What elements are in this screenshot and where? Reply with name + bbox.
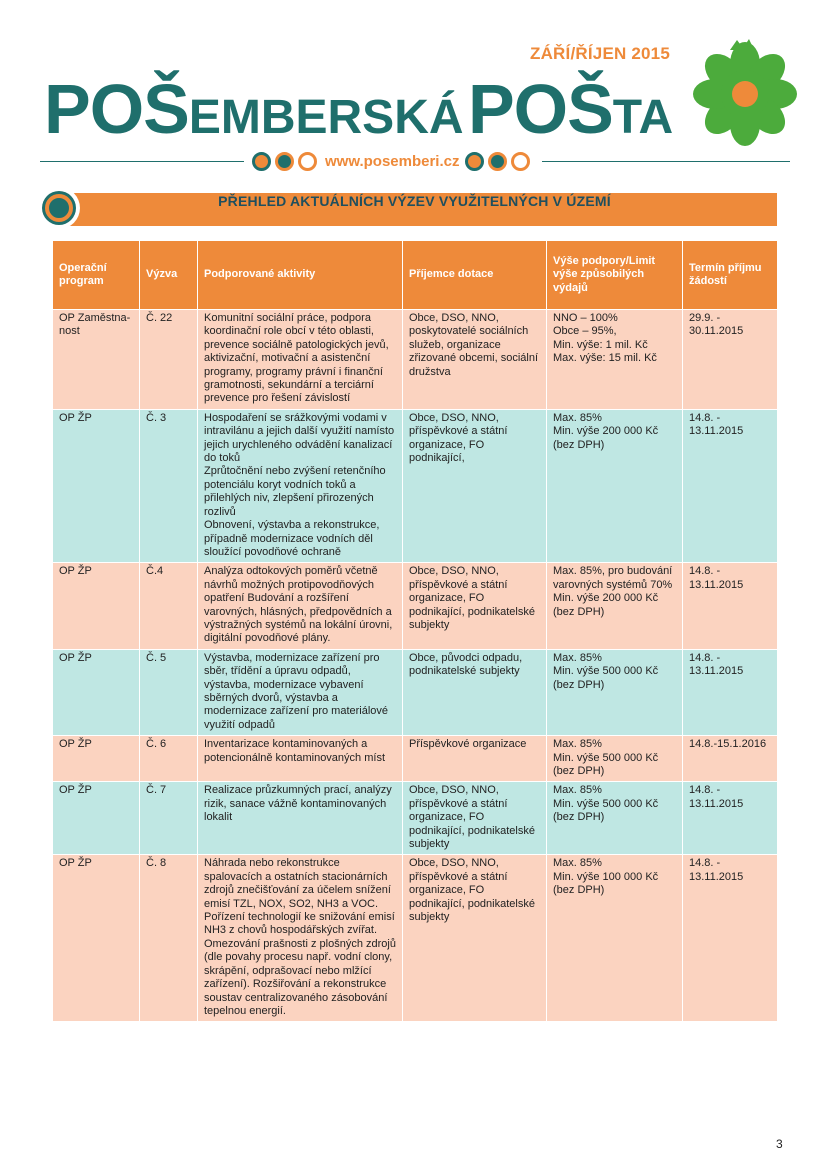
header-activities: Podporované aktivity	[198, 241, 403, 310]
cell-support: Max. 85% Min. výše 500 000 Kč (bez DPH)	[547, 649, 683, 735]
cell-recipients: Obce, DSO, NNO, příspěvkové a státní organizace, FO podnikající, podnikatelské subjekty	[403, 782, 547, 855]
cell-program: OP Zaměstna-nost	[53, 310, 140, 410]
cell-program: OP ŽP	[53, 409, 140, 562]
cell-call: Č. 5	[140, 649, 198, 735]
table-row	[53, 310, 778, 410]
cell-recipients: Obce, DSO, NNO, příspěvkové a státní organizace, FO podnikající, podnikatelské subjekty	[403, 563, 547, 649]
header-recipients: Příjemce dotace	[403, 241, 547, 310]
header-term: Termín příjmu žádostí	[683, 241, 778, 310]
masthead-part-1: POŠ	[44, 70, 189, 148]
cell-recipients: Obce, původci odpadu, podnikatelské subjekty	[403, 649, 547, 735]
cell-support: Max. 85%, pro budování varovných systémů 70% Min. výše 200 000 Kč (bez DPH)	[547, 563, 683, 649]
cell-term: 14.8. - 13.11.2015	[683, 782, 778, 855]
cell-recipients: Obce, DSO, NNO, poskytovatelé sociálních služeb, organizace zřizované obcemi, sociální družstva	[403, 310, 547, 410]
cell-recipients: Příspěvkové organizace	[403, 736, 547, 782]
cell-term: 14.8. - 13.11.2015	[683, 563, 778, 649]
decorative-dot-icon	[511, 152, 530, 171]
cell-term: 14.8. - 13.11.2015	[683, 409, 778, 562]
issue-date: ZÁŘÍ/ŘÍJEN 2015	[530, 44, 670, 63]
masthead-part-2: EMBERSKÁ	[188, 91, 464, 144]
cell-call: Č. 7	[140, 782, 198, 855]
cell-call: Č. 22	[140, 310, 198, 410]
decorative-dot-icon	[252, 152, 271, 171]
decorative-dot-icon	[298, 152, 317, 171]
decorative-dot-icon	[465, 152, 484, 171]
table-row	[53, 855, 778, 1022]
flower-logo-icon	[690, 36, 800, 146]
decorative-dot-icon	[488, 152, 507, 171]
header-call: Výzva	[140, 241, 198, 310]
page-number: 3	[776, 1137, 783, 1151]
cell-term: 14.8. - 13.11.2015	[683, 649, 778, 735]
cell-recipients: Obce, DSO, NNO, příspěvkové a státní organizace, FO podnikající, podnikatelské subjekty	[403, 855, 547, 1022]
cell-term: 14.8. - 13.11.2015	[683, 855, 778, 1022]
website-row	[244, 148, 542, 174]
header-program: Operační program	[53, 241, 140, 310]
section-title: PŘEHLED AKTUÁLNÍCH VÝZEV VYUŽITELNÝCH V ÚZEMÍ	[218, 193, 611, 209]
calls-table	[52, 240, 778, 1022]
cell-program: OP ŽP	[53, 736, 140, 782]
cell-activities: Realizace průzkumných prací, analýzy rizik, sanace vážně kontaminovaných lokalit	[198, 782, 403, 855]
cell-support: NNO – 100% Obce – 95%, Min. výše: 1 mil. Kč Max. výše: 15 mil. Kč	[547, 310, 683, 410]
cell-call: Č. 3	[140, 409, 198, 562]
cell-support: Max. 85% Min. výše 500 000 Kč (bez DPH)	[547, 736, 683, 782]
header-support: Výše podpory/Limit výše způsobilých výdajů	[547, 241, 683, 310]
masthead-title	[44, 70, 674, 148]
cell-activities: Hospodaření se srážkovými vodami v intravilánu a jejich další využití namísto jejich urychleného odvádění kanalizací do toků Zprůtočnění nebo zvýšení retenčního potenciálu koryt vodních toků a přilehlých niv, zlepšení přirozených rozlivů Obnovení, výstavba a rekonstrukce, případně modernizace vodních děl sloužící povodňové ochraně	[198, 409, 403, 562]
cell-call: Č. 8	[140, 855, 198, 1022]
masthead-part-4: TA	[612, 91, 674, 144]
table-row	[53, 736, 778, 782]
table-header-row	[53, 241, 778, 310]
cell-call: Č. 6	[140, 736, 198, 782]
cell-term: 14.8.-15.1.2016	[683, 736, 778, 782]
table-row	[53, 563, 778, 649]
website-link[interactable]: www.posemberi.cz	[325, 152, 460, 170]
cell-program: OP ŽP	[53, 855, 140, 1022]
banner-circle-icon	[38, 187, 80, 229]
cell-program: OP ŽP	[53, 782, 140, 855]
decorative-dot-icon	[275, 152, 294, 171]
cell-recipients: Obce, DSO, NNO, příspěvkové a státní organizace, FO podnikající,	[403, 409, 547, 562]
cell-activities: Komunitní sociální práce, podpora koordinační role obcí v této oblasti, prevence sociálně patologických jevů, aktivizační, motivační a asistenční programy, programy právní i finanční gramotnosti, sekundární a terciární prevence pro řešení závislostí	[198, 310, 403, 410]
section-banner	[52, 193, 777, 226]
cell-program: OP ŽP	[53, 649, 140, 735]
cell-activities: Náhrada nebo rekonstrukce spalovacích a ostatních stacionárních zdrojů znečišťování za účelem snížení emisí TZL, NOX, SO2, NH3 a VOC. Pořízení technologií ke snižování emisí NH3 z chovů hospodářských zvířat. Omezování prašnosti z plošných zdrojů (dle povahy procesu např. vodní clony, skrápění, odprašovací nebo mlžící zařízení). Rozšiřování a rekonstrukce soustav centralizovaného zásobování tepelnou energií.	[198, 855, 403, 1022]
cell-activities: Výstavba, modernizace zařízení pro sběr, třídění a úpravu odpadů, výstavba, modernizace vybavení sběrných dvorů, výstavba a modernizace zařízení pro materiálové využití odpadů	[198, 649, 403, 735]
cell-term: 29.9. - 30.11.2015	[683, 310, 778, 410]
cell-support: Max. 85% Min. výše 500 000 Kč (bez DPH)	[547, 782, 683, 855]
cell-program: OP ŽP	[53, 563, 140, 649]
cell-activities: Inventarizace kontaminovaných a potencionálně kontaminovaných míst	[198, 736, 403, 782]
table-row	[53, 782, 778, 855]
table-row	[53, 409, 778, 562]
masthead-part-3: POŠ	[467, 70, 613, 148]
cell-call: Č.4	[140, 563, 198, 649]
cell-support: Max. 85% Min. výše 200 000 Kč (bez DPH)	[547, 409, 683, 562]
cell-support: Max. 85% Min. výše 100 000 Kč (bez DPH)	[547, 855, 683, 1022]
table-row	[53, 649, 778, 735]
cell-activities: Analýza odtokových poměrů včetně návrhů možných protipovodňových opatření Budování a rozšíření varovných, hlásných, předpovědních a výstražných systémů na lokální úrovni, digitální povodňové plány.	[198, 563, 403, 649]
